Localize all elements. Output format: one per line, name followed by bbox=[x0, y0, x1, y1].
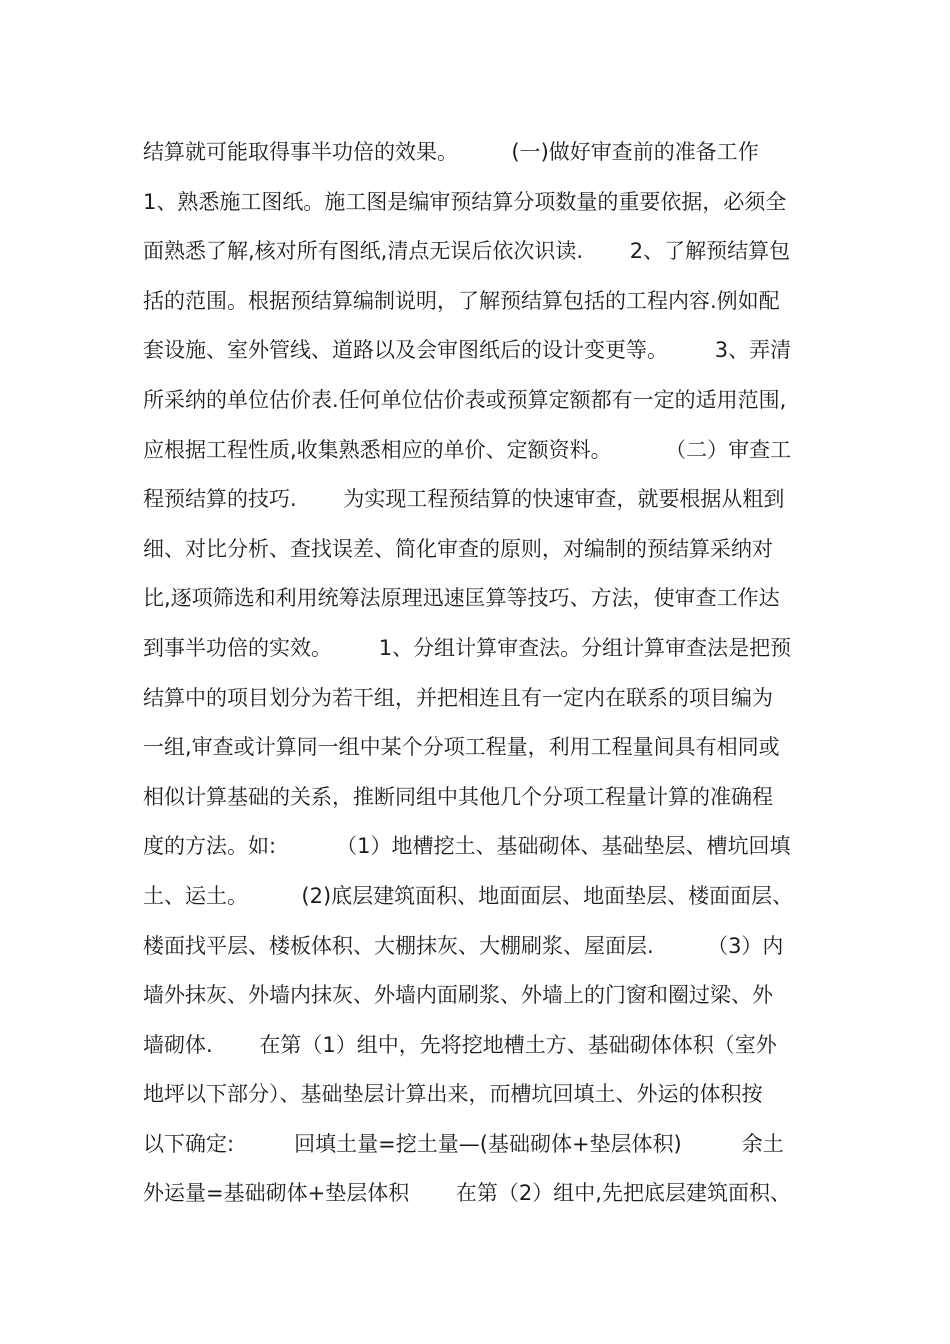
text-line-1: 结算就可能取得事半功倍的效果。 (一)做好审查前的准备工作 bbox=[143, 140, 759, 164]
text-line-22: 外运量=基础砌体+垫层体积 在第（2）组中,先把底层建筑面积、 bbox=[143, 1181, 791, 1206]
text-line-19: 墙砌体. 在第（1）组中，先将挖地槽土方、基础砌体体积（室外 bbox=[143, 1032, 777, 1057]
text-line-8: 程预结算的技巧. 为实现工程预结算的快速审查，就要根据从粗到 bbox=[143, 487, 785, 512]
text-line-2: 1、熟悉施工图纸。施工图是编审预结算分项数量的重要依据，必须全 bbox=[143, 189, 787, 214]
text-line-11: 到事半功倍的实效。 1、分组计算审查法。分组计算审查法是把预 bbox=[143, 635, 792, 660]
text-line-10: 比,逐项筛选和利用统筹法原理迅速匡算等技巧、方法，使审查工作达 bbox=[143, 586, 780, 611]
text-line-7: 应根据工程性质,收集熟悉相应的单价、定额资料。 （二）审查工 bbox=[143, 437, 792, 462]
text-line-5: 套设施、室外管线、道路以及会审图纸后的设计变更等。 3、弄清 bbox=[143, 338, 792, 363]
text-line-6: 所采纳的单位估价表.任何单位估价表或预算定额都有一定的适用范围, bbox=[143, 387, 787, 412]
text-line-12: 结算中的项目划分为若干组，并把相连且有一定内在联系的项目编为 bbox=[143, 685, 773, 710]
text-line-16: 土、运土。 (2)底层建筑面积、地面面层、地面垫层、楼面面层、 bbox=[143, 883, 794, 908]
text-line-3: 面熟悉了解,核对所有图纸,清点无误后依次识读. 2、了解预结算包 bbox=[143, 239, 791, 264]
text-line-15: 度的方法。如: （1）地槽挖土、基础砌体、基础垫层、槽坑回填 bbox=[143, 834, 791, 859]
text-line-14: 相似计算基础的关系，推断同组中其他几个分项工程量计算的准确程 bbox=[143, 784, 773, 809]
text-line-21: 以下确定: 回填土量=挖土量—(基础砌体+垫层体积) 余土 bbox=[143, 1131, 784, 1156]
text-line-18: 墙外抹灰、外墙内抹灰、外墙内面刷浆、外墙上的门窗和圈过梁、外 bbox=[143, 983, 773, 1008]
body-text bbox=[143, 128, 813, 1219]
text-line-17: 楼面找平层、楼板体积、大棚抹灰、大棚刷浆、屋面层. （3）内 bbox=[143, 933, 784, 958]
text-line-9: 细、对比分析、查找误差、简化审查的原则，对编制的预结算采纳对 bbox=[143, 536, 773, 561]
text-line-4: 括的范围。根据预结算编制说明，了解预结算包括的工程内容.例如配 bbox=[143, 288, 780, 313]
text-line-13: 一组,审查或计算同一组中某个分项工程量，利用工程量间具有相同或 bbox=[143, 735, 780, 760]
text-line-20: 地坪以下部分）、基础垫层计算出来，而槽坑回填土、外运的体积按 bbox=[143, 1082, 763, 1107]
